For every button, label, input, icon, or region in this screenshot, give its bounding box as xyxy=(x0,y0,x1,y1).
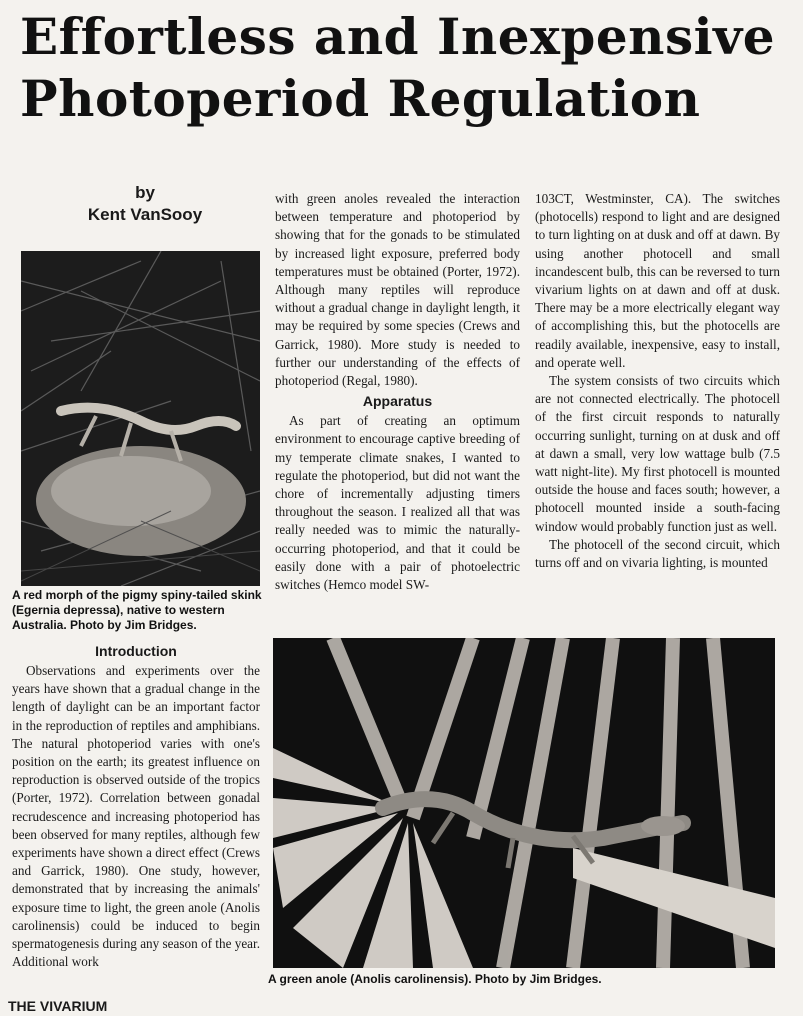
introduction-heading: Introduction xyxy=(95,643,177,659)
anole-photo-image xyxy=(273,638,775,968)
skink-photo xyxy=(21,251,260,586)
continued-paragraph: with green anoles revealed the interaction between temperature and photoperiod by showing that for the gonads to be stimulated by increased light exposure, preferred body temperatures must be obtained (Porter, 1972). Although many reptiles will reproduce without a gradual change in daylight length, it may be required by some species (Crews and Garrick, 1980). More study is needed to further our understanding of the effects of photoperiod (Regal, 1980). xyxy=(275,191,520,389)
article-title xyxy=(20,6,790,130)
apparatus-heading: Apparatus xyxy=(362,393,433,410)
apparatus-paragraph: As part of creating an optimum environment to encourage captive breeding of my temperate climate snakes, I wanted to regulate the photoperiod, but did not want the chore of incrementally adjusting timers throughout the season. I realized all that was really needed was to mimic the naturally-occurring photoperiod, and that it could be easily done with a pair of photoelectric switches (Hemco model SW- xyxy=(275,413,520,593)
skink-photo-caption: A red morph of the pigmy spiny-tailed skink (Egernia depressa), native to western Australia. Photo by Jim Bridges. xyxy=(12,588,262,632)
title-line-1: Effortless and Inexpensive xyxy=(20,7,776,66)
author-name: Kent VanSooy xyxy=(87,205,203,224)
second-circuit-paragraph: The photocell of the second circuit, which turns off and on vivaria lighting, is mounted xyxy=(535,536,780,571)
magazine-footer: THE VIVARIUM xyxy=(8,998,108,1014)
byline-by: by xyxy=(135,183,155,202)
column-2 xyxy=(275,190,520,594)
title-line-2: Photoperiod Regulation xyxy=(20,69,701,128)
column-1 xyxy=(12,640,260,971)
system-paragraph: The system consists of two circuits which are not connected electrically. The photocell of the first circuit responds to naturally occurring sunlight, turning on at dusk and off at dawn a small, very low wattage bulb (7.5 watt night-lite). My first photocell is mounted outside the house and faces south; however, a photocell mounted inside a south-facing window would probably function just as well. xyxy=(535,373,780,534)
anole-photo-caption: A green anole (Anolis carolinensis). Photo by Jim Bridges. xyxy=(268,972,602,986)
introduction-paragraph: Observations and experiments over the years have shown that a gradual change in the length of daylight can be an important factor in the reproduction of reptiles and amphibians. The natural photoperiod varies with one's position on the earth; its greatest influence on reproduction is observed outside of the tropics (Porter, 1972). Correlation between gonadal recrudescence and increasing photoperiod has been observed for many reptiles, although few experiments have shown a direct effect (Crews and Garrick, 1980). One study, however, demonstrated that by increasing the animals' exposure time to light, the green anole (Anolis carolinensis) could be induced to begin spermatogenesis during any season of the year. Additional work xyxy=(12,663,260,970)
anole-photo xyxy=(273,638,775,968)
continued-paragraph-col3: 103CT, Westminster, CA). The switches (photocells) respond to light and are designed to turn lighting on at dusk and off at dawn. By using another photocell and small incandescent bulb, this can be reversed to turn vivarium lights on at dawn and off at dusk. There may be a more electrically elegant way of accomplishing this, but the photocells are readily available, inexpensive, easy to install, and operate well. xyxy=(535,191,780,370)
skink-photo-image xyxy=(21,251,260,586)
byline xyxy=(30,182,260,226)
column-3 xyxy=(535,190,780,572)
